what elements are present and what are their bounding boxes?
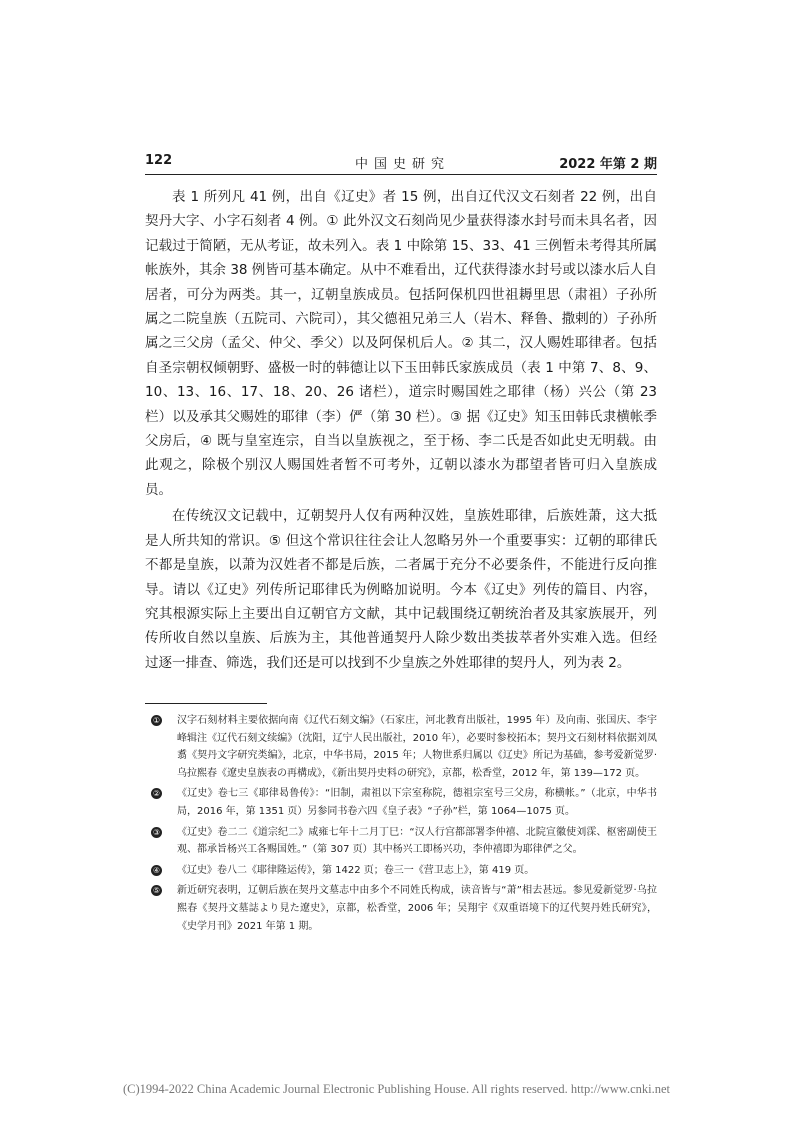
footnote-text: 新近研究表明，辽朝后族在契丹文墓志中由多个不同姓氏构成，读音皆与“萧”相去甚远。参见爱新觉罗·乌拉熙春《契丹文墓誌より見た遼史》，京都，松香堂，2006 年；吴翔宇《双重语境下的辽代契丹姓氏研究》，《史学月刊》2021 年第 1 期。 — [177, 885, 657, 932]
footnote-text: 《辽史》卷七三《耶律曷鲁传》：“旧制，肃祖以下宗室称院，德祖宗室号三父房，称横帐。”（北京，中华书局，2016 年，第 1351 页）另参同书卷六四《皇子表》“子孙”栏，第 1064—1075 页。 — [177, 788, 657, 817]
body-text — [145, 185, 657, 675]
header-rule — [145, 174, 657, 175]
page-header — [145, 151, 657, 173]
footnote-mark: ② — [152, 789, 161, 799]
footnote-text: 《辽史》卷八二《耶律隆运传》，第 1422 页；卷三一《营卫志上》，第 419 页。 — [177, 864, 535, 876]
journal-title: 中国史研究 — [355, 157, 451, 172]
page-number: 122 — [145, 153, 173, 168]
footnote-rule — [145, 703, 267, 704]
footnotes — [145, 712, 657, 938]
footnote-text: 《辽史》卷二二《道宗纪二》咸雍七年十二月丁巳：“汉人行宫都部署李仲禧、北院宣徽使刘霂、枢密副使王观、都承旨杨兴工各赐国姓。”（第 307 页）其中杨兴工即杨兴功，李仲禧即为耶律俨之父。 — [177, 826, 657, 856]
footnote — [145, 712, 657, 782]
paragraph: 表 1 所列凡 41 例，出自《辽史》者 15 例，出自辽代汉文石刻者 22 例，出自契丹大字、小字石刻者 4 例。① 此外汉文石刻尚见少量获得漆水封号而未具名者，因记载过于简陋，无从考证，故未列入。表 1 中除第 15、33、41 三例暂未考得其所属帐族外，其余 38 例皆可基本确定。从中不难看出，辽代获得漆水封号或以漆水后人自居者，可分为两类。其一，辽朝皇族成员。包括阿保机四世祖耨里思（肃祖）子孙所属之二院皇族（五院司、六院司），其父德祖兄弟三人（岩木、释鲁、撒剌的）子孙所属之三父房（孟父、仲父、季父）以及阿保机后人。② 其二，汉人赐姓耶律者。包括自圣宗朝权倾朝野、盛极一时的韩德让以下玉田韩氏家族成员（表 1 中第 7、8、9、10、13、16、17、18、20、26 诸栏），道宗时赐国姓之耶律（杨）兴公（第 23 栏）以及承其父赐姓的耶律（李）俨（第 30 栏）。③ 据《辽史》知玉田韩氏隶横帐季父房后，④ 既与皇室连宗，自当以皇族视之，至于杨、李二氏是否如此史无明载。由此观之，除极个别汉人赐国姓者暂不可考外，辽朝以漆水为郡望者皆可归入皇族成员。 — [145, 189, 657, 498]
footnote-mark: ⑤ — [152, 886, 161, 896]
copyright-footer: (C)1994-2022 China Academic Journal Electronic Publishing House. All rights reserved. http://www.cnki.net — [122, 1082, 670, 1096]
footnote-mark: ① — [152, 716, 161, 725]
footnote-text: 汉字石刻材料主要依据向南《辽代石刻文编》（石家庄，河北教育出版社，1995 年）及向南、张国庆、李宇峰辑注《辽代石刻文续编》（沈阳，辽宁人民出版社，2010 年），必要时参校拓本；契丹文石刻材料依据刘凤翥《契丹文字研究类编》，北京，中华书局，2015 年；人物世系归属以《辽史》所记为基础，参考爱新觉罗·乌拉熙春《遼史皇族表の再構成》，《新出契丹史料の研究》，京都，松香堂，2012 年，第 139—172 页。 — [177, 715, 657, 779]
footnote — [145, 882, 657, 935]
footnote — [145, 862, 657, 880]
footnote-mark: ④ — [152, 865, 161, 875]
footnote — [145, 824, 657, 859]
paragraph: 在传统汉文记载中，辽朝契丹人仅有两种汉姓，皇族姓耶律，后族姓萧，这大抵是人所共知的常识。⑤ 但这个常识往往会让人忽略另外一个重要事实：辽朝的耶律氏不都是皇族，以萧为汉姓者不都是后族，二者属于充分不必要条件，不能进行反向推导。请以《辽史》列传所记耶律氏为例略加说明。今本《辽史》列传的篇目、内容，究其根源实际上主要出自辽朝官方文献，其中记载围绕辽朝统治者及其家族展开，列传所收自然以皇族、后族为主，其他普通契丹人除少数出类拔萃者外实难入选。但经过逐一排查、筛选，我们还是可以找到不少皇族之外姓耶律的契丹人，列为表 2。 — [145, 508, 657, 671]
issue-label: 2022 年第 2 期 — [559, 157, 657, 172]
footnote-mark: ③ — [152, 827, 161, 837]
footnote — [145, 785, 657, 820]
